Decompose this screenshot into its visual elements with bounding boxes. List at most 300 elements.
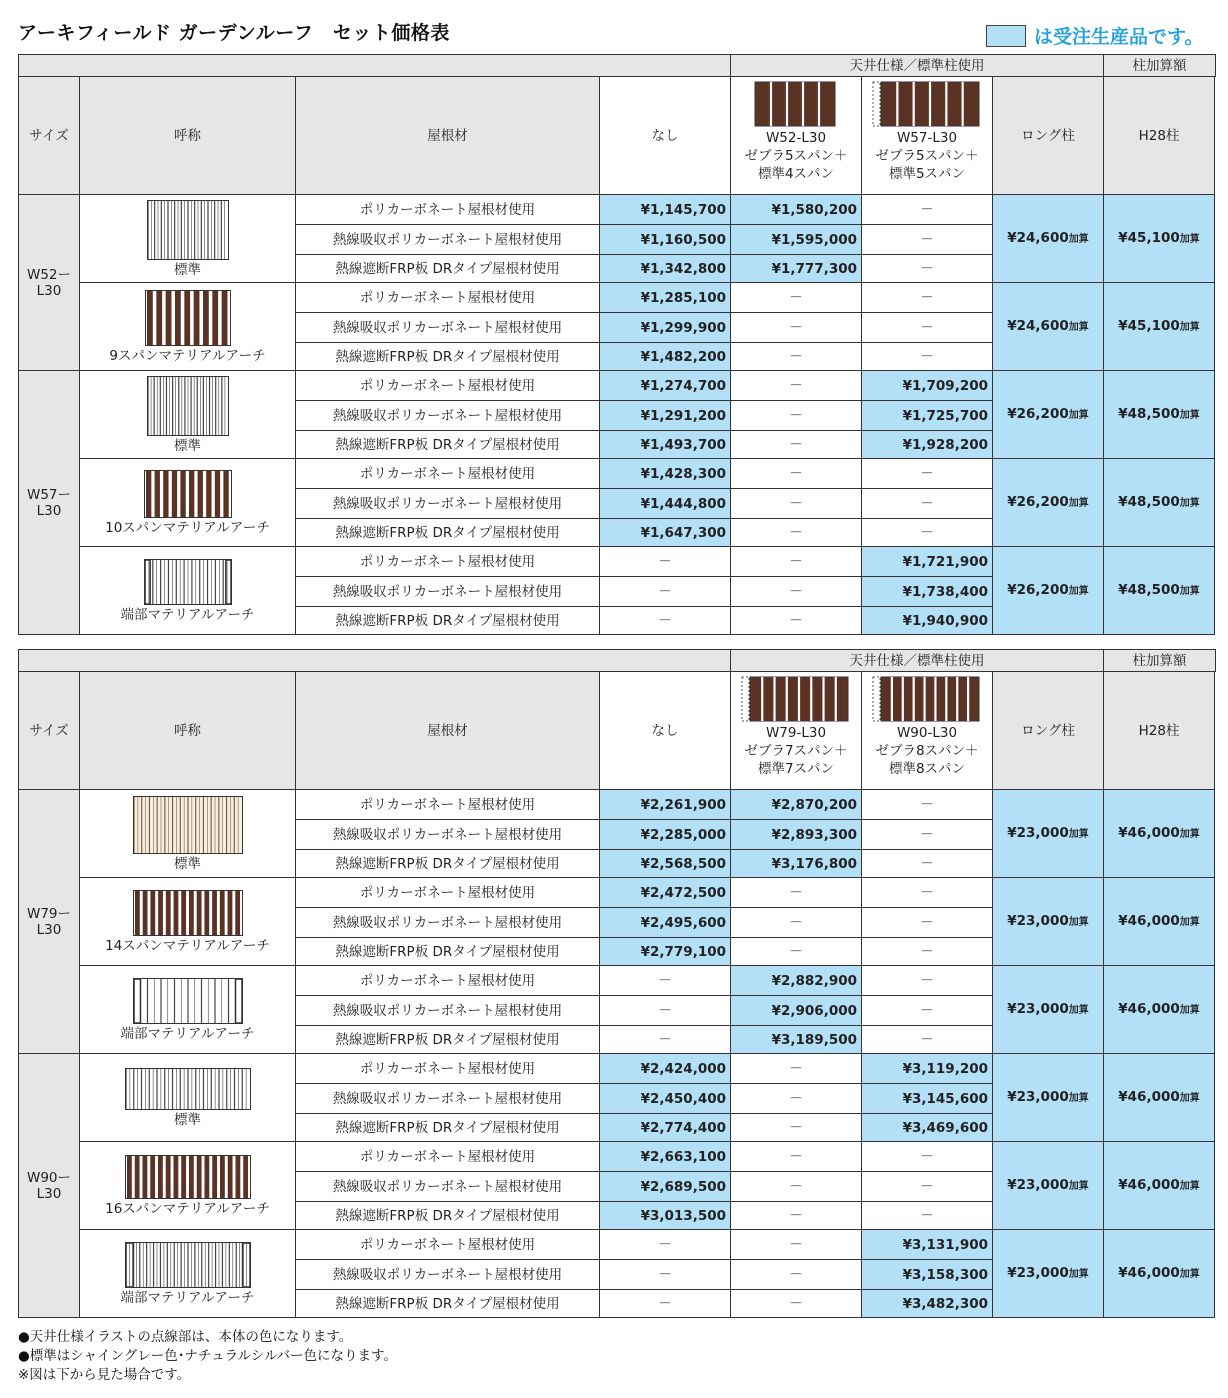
header-roof: 屋根材 — [296, 77, 600, 195]
roof-material: 熱線吸収ポリカーボネート屋根材使用 — [296, 401, 600, 431]
price-cell-v2: － — [862, 1172, 993, 1202]
table-row — [19, 371, 1216, 401]
price-cell-v1: － — [731, 519, 862, 547]
post-add-h28 — [1104, 878, 1215, 966]
add-suffix: 加算 — [1068, 409, 1089, 421]
header-post-group: 柱加算額 — [1104, 55, 1216, 77]
add-suffix: 加算 — [1179, 1092, 1200, 1104]
roof-pattern-thumbnail — [133, 978, 243, 1024]
header-name: 呼称 — [80, 672, 296, 790]
post-add-h28 — [1104, 459, 1215, 547]
price-cell-none: ¥1,428,300 — [600, 459, 731, 489]
table-row — [19, 283, 1216, 313]
price-cell-v2: ¥1,721,900 — [862, 547, 993, 577]
add-suffix: 加算 — [1068, 1092, 1089, 1104]
roof-material: ポリカーボネート屋根材使用 — [296, 1142, 600, 1172]
post-add-value: ¥23,000 — [1007, 912, 1069, 929]
model-name: 14スパンマテリアルアーチ — [105, 937, 270, 954]
price-cell-v2: ¥1,725,700 — [862, 401, 993, 431]
price-cell-v2: ¥3,131,900 — [862, 1230, 993, 1260]
size-cell — [19, 371, 80, 635]
price-cell-none: ¥1,444,800 — [600, 489, 731, 519]
price-cell-none: ¥2,495,600 — [600, 908, 731, 938]
price-table — [18, 649, 1216, 1318]
model-name-cell — [80, 878, 296, 966]
post-add-value: ¥23,000 — [1007, 1176, 1069, 1193]
price-cell-v2: － — [862, 519, 993, 547]
price-cell-v2: － — [862, 996, 993, 1026]
price-cell-none: ¥1,647,300 — [600, 519, 731, 547]
roof-material: 熱線吸収ポリカーボネート屋根材使用 — [296, 1172, 600, 1202]
table-row — [19, 459, 1216, 489]
model-name-cell — [80, 283, 296, 371]
post-add-value: ¥24,600 — [1007, 229, 1069, 246]
price-cell-v1: － — [731, 938, 862, 966]
post-add-value: ¥46,000 — [1118, 1176, 1180, 1193]
size-label: W52ー — [26, 266, 72, 283]
price-cell-v1: － — [731, 1054, 862, 1084]
price-cell-v1: － — [731, 547, 862, 577]
price-cell-none: － — [600, 577, 731, 607]
model-name: 10スパンマテリアルアーチ — [105, 519, 270, 536]
roof-material: ポリカーボネート屋根材使用 — [296, 1230, 600, 1260]
price-cell-none: － — [600, 996, 731, 1026]
footnotes — [18, 1328, 397, 1385]
price-cell-v2: － — [862, 459, 993, 489]
header-ceiling-group: 天井仕様／標準柱使用 — [731, 55, 1104, 77]
header-size: サイズ — [19, 672, 80, 790]
price-cell-v2: ¥1,709,200 — [862, 371, 993, 401]
price-cell-v1: － — [731, 878, 862, 908]
variant-desc: ゼブラ5スパン＋ — [744, 148, 848, 164]
header-blank — [19, 55, 731, 77]
post-add-long — [993, 878, 1104, 966]
price-cell-v2: － — [862, 1142, 993, 1172]
size-label: W90ー — [26, 1169, 72, 1186]
header-variant1 — [731, 672, 862, 790]
price-cell-v2: － — [862, 1026, 993, 1054]
add-suffix: 加算 — [1179, 916, 1200, 928]
add-suffix: 加算 — [1179, 1004, 1200, 1016]
roof-pattern-thumbnail — [133, 890, 243, 936]
post-add-value: ¥26,200 — [1007, 581, 1069, 598]
price-cell-none: ¥2,450,400 — [600, 1084, 731, 1114]
header-name: 呼称 — [80, 77, 296, 195]
price-cell-v2: ¥3,119,200 — [862, 1054, 993, 1084]
post-add-long — [993, 195, 1104, 283]
price-cell-v1: － — [731, 1114, 862, 1142]
post-add-long — [993, 966, 1104, 1054]
post-add-h28 — [1104, 1054, 1215, 1142]
model-name-cell — [80, 1230, 296, 1318]
table-row — [19, 1054, 1216, 1084]
size-cell — [19, 1054, 80, 1318]
header-post-group: 柱加算額 — [1104, 650, 1216, 672]
roof-pattern-thumbnail — [125, 1068, 251, 1110]
roof-material: 熱線吸収ポリカーボネート屋根材使用 — [296, 996, 600, 1026]
post-add-h28 — [1104, 790, 1215, 878]
variant-desc: 標準5スパン — [888, 166, 966, 182]
post-add-long — [993, 790, 1104, 878]
add-suffix: 加算 — [1068, 916, 1089, 928]
price-cell-v2: － — [862, 966, 993, 996]
roof-material: 熱線吸収ポリカーボネート屋根材使用 — [296, 489, 600, 519]
price-cell-v1: － — [731, 1260, 862, 1290]
price-cell-none: ¥1,291,200 — [600, 401, 731, 431]
post-add-h28 — [1104, 195, 1215, 283]
post-add-long — [993, 283, 1104, 371]
price-cell-none: ¥1,342,800 — [600, 255, 731, 283]
price-cell-none: ¥1,160,500 — [600, 225, 731, 255]
roof-material: 熱線遮断FRP板 DRタイプ屋根材使用 — [296, 255, 600, 283]
roof-illustration — [754, 81, 838, 127]
price-cell-none: ¥2,774,400 — [600, 1114, 731, 1142]
price-cell-v1: － — [731, 1202, 862, 1230]
roof-material: 熱線遮断FRP板 DRタイプ屋根材使用 — [296, 519, 600, 547]
post-add-value: ¥46,000 — [1118, 1000, 1180, 1017]
roof-pattern-thumbnail — [147, 376, 229, 436]
variant-desc: 標準8スパン — [888, 761, 966, 777]
model-name-cell — [80, 1142, 296, 1230]
price-cell-v1: － — [731, 1084, 862, 1114]
post-add-value: ¥26,200 — [1007, 405, 1069, 422]
price-cell-v2: － — [862, 195, 993, 225]
price-cell-none: ¥2,261,900 — [600, 790, 731, 820]
post-add-h28 — [1104, 371, 1215, 459]
post-add-long — [993, 459, 1104, 547]
size-label: W79ー — [26, 905, 72, 922]
price-cell-none: － — [600, 1260, 731, 1290]
roof-material: 熱線遮断FRP板 DRタイプ屋根材使用 — [296, 938, 600, 966]
price-cell-v2: － — [862, 938, 993, 966]
add-suffix: 加算 — [1068, 497, 1089, 509]
price-cell-none: ¥1,274,700 — [600, 371, 731, 401]
size-label: L30 — [36, 282, 62, 299]
variant-code: W52-L30 — [765, 130, 827, 146]
post-add-value: ¥23,000 — [1007, 1264, 1069, 1281]
price-cell-none: － — [600, 966, 731, 996]
price-cell-v1: － — [731, 1142, 862, 1172]
header-variant2 — [862, 672, 993, 790]
table-row — [19, 1142, 1216, 1172]
roof-pattern-thumbnail — [144, 559, 232, 605]
roof-material: 熱線吸収ポリカーボネート屋根材使用 — [296, 820, 600, 850]
price-cell-v1: － — [731, 371, 862, 401]
roof-illustration — [872, 676, 982, 722]
add-suffix: 加算 — [1179, 585, 1200, 597]
add-suffix: 加算 — [1068, 585, 1089, 597]
post-add-h28 — [1104, 966, 1215, 1054]
add-suffix: 加算 — [1179, 1268, 1200, 1280]
add-suffix: 加算 — [1068, 1268, 1089, 1280]
post-add-value: ¥23,000 — [1007, 824, 1069, 841]
roof-material: ポリカーボネート屋根材使用 — [296, 966, 600, 996]
add-suffix: 加算 — [1068, 321, 1089, 333]
post-add-value: ¥46,000 — [1118, 912, 1180, 929]
post-add-value: ¥46,000 — [1118, 1264, 1180, 1281]
roof-material: 熱線遮断FRP板 DRタイプ屋根材使用 — [296, 1026, 600, 1054]
legend-text: は受注生産品です。 — [1034, 26, 1204, 48]
price-cell-v1: ¥2,882,900 — [731, 966, 862, 996]
price-cell-none: ¥1,482,200 — [600, 343, 731, 371]
price-cell-v1: ¥3,176,800 — [731, 850, 862, 878]
table-row — [19, 966, 1216, 996]
page-title: アーキフィールド ガーデンルーフ セット価格表 — [18, 22, 450, 44]
add-suffix: 加算 — [1179, 233, 1200, 245]
legend — [986, 22, 1203, 49]
table-row — [19, 878, 1216, 908]
add-suffix: 加算 — [1068, 1180, 1089, 1192]
roof-material: 熱線遮断FRP板 DRタイプ屋根材使用 — [296, 1202, 600, 1230]
variant-desc: ゼブラ5スパン＋ — [875, 148, 979, 164]
price-cell-none: － — [600, 1230, 731, 1260]
price-cell-v1: － — [731, 1290, 862, 1318]
model-name-cell — [80, 1054, 296, 1142]
roof-pattern-thumbnail — [145, 290, 231, 346]
roof-material: 熱線吸収ポリカーボネート屋根材使用 — [296, 1260, 600, 1290]
footnote: ※図は下から見た場合です。 — [18, 1367, 191, 1383]
price-cell-v1: ¥2,870,200 — [731, 790, 862, 820]
size-label: L30 — [36, 1185, 62, 1202]
add-suffix: 加算 — [1179, 409, 1200, 421]
header-variant2 — [862, 77, 993, 195]
post-add-h28 — [1104, 1142, 1215, 1230]
header-h28-post: H28柱 — [1104, 672, 1215, 790]
price-cell-v1: － — [731, 431, 862, 459]
roof-pattern-thumbnail — [144, 470, 232, 518]
post-add-value: ¥48,500 — [1118, 581, 1180, 598]
roof-illustration — [741, 676, 851, 722]
model-name: 端部マテリアルアーチ — [120, 1289, 255, 1306]
header-long-post: ロング柱 — [993, 672, 1104, 790]
price-cell-v2: ¥1,928,200 — [862, 431, 993, 459]
roof-material: 熱線吸収ポリカーボネート屋根材使用 — [296, 1084, 600, 1114]
price-cell-v1: － — [731, 1230, 862, 1260]
price-cell-v1: － — [731, 313, 862, 343]
roof-material: 熱線吸収ポリカーボネート屋根材使用 — [296, 225, 600, 255]
roof-material: ポリカーボネート屋根材使用 — [296, 547, 600, 577]
roof-pattern-thumbnail — [125, 1155, 251, 1199]
header-blank — [19, 650, 731, 672]
price-cell-v1: － — [731, 343, 862, 371]
roof-material: ポリカーボネート屋根材使用 — [296, 790, 600, 820]
price-cell-v1: － — [731, 401, 862, 431]
price-cell-v2: ¥1,940,900 — [862, 607, 993, 635]
price-cell-none: ¥1,285,100 — [600, 283, 731, 313]
post-add-value: ¥46,000 — [1118, 824, 1180, 841]
model-name: 標準 — [174, 261, 201, 278]
header-h28-post: H28柱 — [1104, 77, 1215, 195]
size-label: L30 — [36, 921, 62, 938]
header-size: サイズ — [19, 77, 80, 195]
add-suffix: 加算 — [1068, 828, 1089, 840]
price-cell-v2: － — [862, 255, 993, 283]
header-variant1 — [731, 77, 862, 195]
price-cell-v1: － — [731, 489, 862, 519]
price-cell-v1: － — [731, 577, 862, 607]
roof-material: ポリカーボネート屋根材使用 — [296, 459, 600, 489]
price-cell-v1: ¥1,777,300 — [731, 255, 862, 283]
price-cell-v2: － — [862, 820, 993, 850]
model-name-cell — [80, 790, 296, 878]
price-cell-none: ¥2,663,100 — [600, 1142, 731, 1172]
roof-material: 熱線吸収ポリカーボネート屋根材使用 — [296, 313, 600, 343]
post-add-h28 — [1104, 283, 1215, 371]
post-add-value: ¥46,000 — [1118, 1088, 1180, 1105]
header-ceiling-group: 天井仕様／標準柱使用 — [731, 650, 1104, 672]
post-add-value: ¥24,600 — [1007, 317, 1069, 334]
roof-material: ポリカーボネート屋根材使用 — [296, 371, 600, 401]
post-add-value: ¥23,000 — [1007, 1000, 1069, 1017]
price-cell-v2: ¥3,482,300 — [862, 1290, 993, 1318]
roof-material: ポリカーボネート屋根材使用 — [296, 1054, 600, 1084]
roof-material: 熱線遮断FRP板 DRタイプ屋根材使用 — [296, 607, 600, 635]
roof-pattern-thumbnail — [147, 200, 229, 260]
price-cell-v1: ¥1,595,000 — [731, 225, 862, 255]
price-cell-none: ¥2,779,100 — [600, 938, 731, 966]
model-name: 標準 — [174, 855, 201, 872]
post-add-h28 — [1104, 547, 1215, 635]
model-name-cell — [80, 371, 296, 459]
header-long-post: ロング柱 — [993, 77, 1104, 195]
size-label: W57ー — [26, 486, 72, 503]
price-cell-v2: － — [862, 850, 993, 878]
price-cell-none: － — [600, 1290, 731, 1318]
roof-material: 熱線遮断FRP板 DRタイプ屋根材使用 — [296, 343, 600, 371]
add-suffix: 加算 — [1179, 828, 1200, 840]
variant-desc: ゼブラ7スパン＋ — [744, 743, 848, 759]
price-cell-v1: ¥2,893,300 — [731, 820, 862, 850]
roof-pattern-thumbnail — [125, 1242, 251, 1288]
variant-desc: 標準7スパン — [757, 761, 835, 777]
price-cell-v2: － — [862, 313, 993, 343]
price-cell-none: － — [600, 607, 731, 635]
price-cell-v1: ¥3,189,500 — [731, 1026, 862, 1054]
roof-material: 熱線吸収ポリカーボネート屋根材使用 — [296, 577, 600, 607]
model-name: 9スパンマテリアルアーチ — [109, 347, 266, 364]
add-suffix: 加算 — [1179, 321, 1200, 333]
variant-code: W90-L30 — [896, 725, 958, 741]
roof-material: 熱線遮断FRP板 DRタイプ屋根材使用 — [296, 850, 600, 878]
post-add-value: ¥23,000 — [1007, 1088, 1069, 1105]
model-name: 端部マテリアルアーチ — [120, 1025, 255, 1042]
price-cell-v1: ¥2,906,000 — [731, 996, 862, 1026]
size-label: L30 — [36, 502, 62, 519]
post-add-long — [993, 1230, 1104, 1318]
price-cell-v2: － — [862, 908, 993, 938]
post-add-long — [993, 547, 1104, 635]
post-add-value: ¥48,500 — [1118, 493, 1180, 510]
price-cell-none: ¥2,424,000 — [600, 1054, 731, 1084]
price-cell-v2: ¥3,145,600 — [862, 1084, 993, 1114]
size-cell — [19, 195, 80, 371]
price-cell-none: ¥2,689,500 — [600, 1172, 731, 1202]
variant-code: W57-L30 — [896, 130, 958, 146]
price-cell-v1: － — [731, 459, 862, 489]
model-name-cell — [80, 547, 296, 635]
price-cell-v1: － — [731, 1172, 862, 1202]
header-none: なし — [600, 77, 731, 195]
post-add-long — [993, 1054, 1104, 1142]
price-cell-none: ¥1,299,900 — [600, 313, 731, 343]
roof-material: ポリカーボネート屋根材使用 — [296, 195, 600, 225]
post-add-value: ¥45,100 — [1118, 229, 1180, 246]
model-name-cell — [80, 459, 296, 547]
price-table — [18, 54, 1216, 635]
price-cell-none: ¥2,285,000 — [600, 820, 731, 850]
add-suffix: 加算 — [1179, 497, 1200, 509]
price-cell-v2: － — [862, 343, 993, 371]
header-roof: 屋根材 — [296, 672, 600, 790]
price-cell-v2: － — [862, 225, 993, 255]
price-cell-none: ¥2,568,500 — [600, 850, 731, 878]
model-name-cell — [80, 195, 296, 283]
roof-material: 熱線遮断FRP板 DRタイプ屋根材使用 — [296, 431, 600, 459]
price-cell-v2: － — [862, 878, 993, 908]
roof-pattern-thumbnail — [133, 796, 243, 854]
post-add-value: ¥26,200 — [1007, 493, 1069, 510]
add-suffix: 加算 — [1068, 1004, 1089, 1016]
price-cell-none: ¥2,472,500 — [600, 878, 731, 908]
variant-desc: ゼブラ8スパン＋ — [875, 743, 979, 759]
post-add-long — [993, 371, 1104, 459]
legend-swatch — [986, 25, 1026, 47]
price-cell-v2: ¥3,469,600 — [862, 1114, 993, 1142]
header-none: なし — [600, 672, 731, 790]
table-row — [19, 547, 1216, 577]
model-name: 標準 — [174, 437, 201, 454]
price-cell-none: － — [600, 547, 731, 577]
add-suffix: 加算 — [1179, 1180, 1200, 1192]
roof-material: 熱線吸収ポリカーボネート屋根材使用 — [296, 908, 600, 938]
price-cell-v2: ¥1,738,400 — [862, 577, 993, 607]
price-cell-none: ¥1,493,700 — [600, 431, 731, 459]
roof-material: ポリカーボネート屋根材使用 — [296, 283, 600, 313]
table-row — [19, 1230, 1216, 1260]
roof-material: 熱線遮断FRP板 DRタイプ屋根材使用 — [296, 1290, 600, 1318]
roof-illustration — [872, 81, 982, 127]
price-cell-v1: － — [731, 283, 862, 313]
size-cell — [19, 790, 80, 1054]
price-cell-v1: － — [731, 908, 862, 938]
footnote: ●標準はシャイングレー色･ナチュラルシルバー色になります。 — [18, 1348, 397, 1364]
footnote: ●天井仕様イラストの点線部は、本体の色になります。 — [18, 1329, 353, 1345]
post-add-h28 — [1104, 1230, 1215, 1318]
roof-material: ポリカーボネート屋根材使用 — [296, 878, 600, 908]
post-add-long — [993, 1142, 1104, 1230]
table-row — [19, 790, 1216, 820]
post-add-value: ¥45,100 — [1118, 317, 1180, 334]
add-suffix: 加算 — [1068, 233, 1089, 245]
price-cell-v2: ¥3,158,300 — [862, 1260, 993, 1290]
model-name: 標準 — [174, 1111, 201, 1128]
table-row — [19, 195, 1216, 225]
variant-code: W79-L30 — [765, 725, 827, 741]
price-cell-v2: － — [862, 790, 993, 820]
post-add-value: ¥48,500 — [1118, 405, 1180, 422]
price-cell-v2: － — [862, 1202, 993, 1230]
model-name-cell — [80, 966, 296, 1054]
roof-material: 熱線遮断FRP板 DRタイプ屋根材使用 — [296, 1114, 600, 1142]
price-cell-v1: － — [731, 607, 862, 635]
model-name: 端部マテリアルアーチ — [120, 606, 255, 623]
model-name: 16スパンマテリアルアーチ — [105, 1200, 270, 1217]
price-cell-none: ¥3,013,500 — [600, 1202, 731, 1230]
price-cell-none: ¥1,145,700 — [600, 195, 731, 225]
price-cell-v2: － — [862, 283, 993, 313]
variant-desc: 標準4スパン — [757, 166, 835, 182]
price-cell-v2: － — [862, 489, 993, 519]
